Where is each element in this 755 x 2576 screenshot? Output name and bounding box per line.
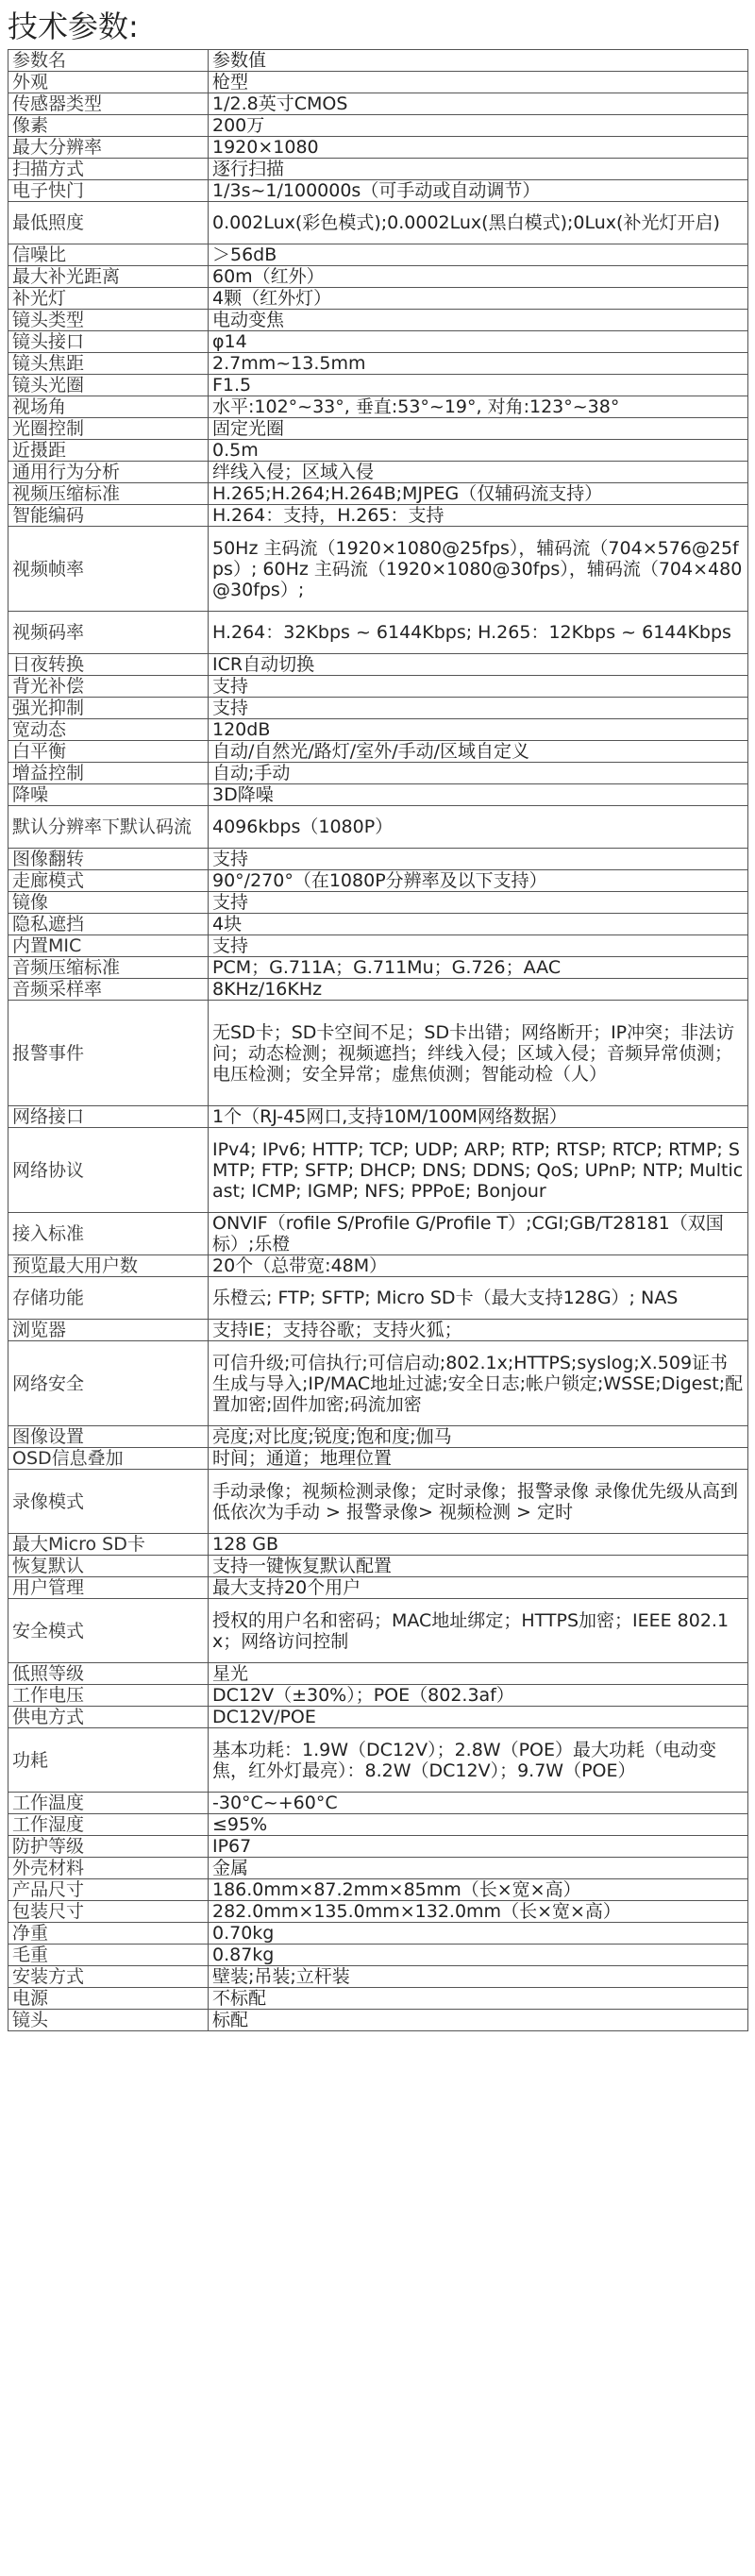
table-row [8, 741, 748, 763]
param-value-cell: 枪型 [209, 72, 748, 93]
param-value-cell: IPv4; IPv6; HTTP; TCP; UDP; ARP; RTP; RTSP; RTCP; RTMP; SMTP; FTP; SFTP; DHCP; DNS; DDNS; QoS; UPnP; NTP; Multicast; ICMP; IGMP; NFS; PPPoE; Bonjour [209, 1128, 748, 1213]
param-name-cell: 音频压缩标准 [8, 957, 209, 979]
param-name-cell: 镜头接口 [8, 331, 209, 353]
param-name-cell: 网络安全 [8, 1341, 209, 1426]
param-value-cell: 0.87kg [209, 1945, 748, 1966]
param-value-cell: 120dB [209, 719, 748, 741]
param-value-cell: 基本功耗：1.9W（DC12V）；2.8W（POE）最大功耗（电动变焦，红外灯最亮）：8.2W（DC12V）；9.7W（POE） [209, 1728, 748, 1793]
param-value-cell: 不标配 [209, 1988, 748, 2010]
param-name-cell: 浏览器 [8, 1320, 209, 1341]
table-row [8, 440, 748, 462]
table-row [8, 1255, 748, 1277]
table-row [8, 115, 748, 137]
param-name-cell: 补光灯 [8, 288, 209, 310]
param-value-cell: 壁装;吊装;立杆装 [209, 1966, 748, 1988]
param-value-cell: 0.5m [209, 440, 748, 462]
param-value-cell: 支持 [209, 892, 748, 914]
param-value-cell: 金属 [209, 1858, 748, 1879]
table-row [8, 1814, 748, 1836]
table-row [8, 375, 748, 396]
param-value-cell: 支持 [209, 935, 748, 957]
param-value-cell: H.265;H.264;H.264B;MJPEG（仅辅码流支持） [209, 483, 748, 505]
param-name-cell: 报警事件 [8, 1001, 209, 1106]
param-name-cell: 存储功能 [8, 1277, 209, 1320]
param-value-cell: 2.7mm~13.5mm [209, 353, 748, 375]
param-name-cell: 工作电压 [8, 1685, 209, 1707]
table-row [8, 1879, 748, 1901]
param-name-cell: 网络接口 [8, 1106, 209, 1128]
table-row [8, 654, 748, 676]
param-value-cell: 时间；通道；地理位置 [209, 1448, 748, 1470]
table-row [8, 72, 748, 93]
param-name-cell: 外壳材料 [8, 1858, 209, 1879]
param-value-cell: 可信升级;可信执行;可信启动;802.1x;HTTPS;syslog;X.509证书生成与导入;IP/MAC地址过滤;安全日志;帐户锁定;WSSE;Digest;配置加密;固件加密;码流加密 [209, 1341, 748, 1426]
param-value-cell: 3D降噪 [209, 784, 748, 806]
param-value-cell: ONVIF（rofile S/Profile G/Profile T）;CGI;GB/T28181（双国标）;乐橙 [209, 1213, 748, 1255]
param-value-cell: 最大支持20个用户 [209, 1577, 748, 1599]
table-row [8, 1106, 748, 1128]
param-name-cell: 安全模式 [8, 1599, 209, 1663]
param-value-cell: 20个（总带宽:48M） [209, 1255, 748, 1277]
param-name-cell: 电源 [8, 1988, 209, 2010]
param-name-cell: 日夜转换 [8, 654, 209, 676]
param-name-cell: 降噪 [8, 784, 209, 806]
table-row [8, 763, 748, 784]
param-value-cell: 支持 [209, 849, 748, 870]
header-value-cell: 参数值 [209, 50, 748, 72]
table-row [8, 1001, 748, 1106]
param-value-cell: 支持 [209, 698, 748, 719]
table-row [8, 396, 748, 418]
param-name-cell: 视频压缩标准 [8, 483, 209, 505]
table-row [8, 1988, 748, 2010]
param-name-cell: 图像设置 [8, 1426, 209, 1448]
header-name-cell: 参数名 [8, 50, 209, 72]
param-name-cell: 最大分辨率 [8, 137, 209, 159]
param-value-cell: H.264：32Kbps ~ 6144Kbps; H.265：12Kbps ~ 6144Kbps [209, 612, 748, 654]
param-value-cell: 90°/270°（在1080P分辨率及以下支持） [209, 870, 748, 892]
table-row [8, 266, 748, 288]
table-row [8, 979, 748, 1001]
table-row [8, 1945, 748, 1966]
param-value-cell: 逐行扫描 [209, 159, 748, 180]
param-name-cell: 镜头 [8, 2010, 209, 2031]
table-row [8, 1901, 748, 1923]
param-name-cell: 防护等级 [8, 1836, 209, 1858]
table-row [8, 1213, 748, 1255]
param-value-cell: 手动录像；视频检测录像；定时录像；报警录像 录像优先级从高到低依次为手动 > 报警录像> 视频检测 > 定时 [209, 1470, 748, 1534]
table-row [8, 935, 748, 957]
param-value-cell: 200万 [209, 115, 748, 137]
param-value-cell: 50Hz 主码流（1920×1080@25fps），辅码流（704×576@25fps）; 60Hz 主码流（1920×1080@30fps），辅码流（704×480@30fps）; [209, 527, 748, 612]
param-name-cell: 镜头焦距 [8, 353, 209, 375]
param-name-cell: 通用行为分析 [8, 462, 209, 483]
param-value-cell: 4颗（红外灯） [209, 288, 748, 310]
param-name-cell: 智能编码 [8, 505, 209, 527]
param-name-cell: 传感器类型 [8, 93, 209, 115]
param-name-cell: 镜头光圈 [8, 375, 209, 396]
param-name-cell: 音频采样率 [8, 979, 209, 1001]
table-row [8, 331, 748, 353]
param-value-cell: 0.002Lux(彩色模式);0.0002Lux(黑白模式);0Lux(补光灯开启) [209, 202, 748, 244]
param-name-cell: 背光补偿 [8, 676, 209, 698]
param-name-cell: 电子快门 [8, 180, 209, 202]
param-name-cell: 供电方式 [8, 1707, 209, 1728]
param-name-cell: 毛重 [8, 1945, 209, 1966]
param-name-cell: OSD信息叠加 [8, 1448, 209, 1470]
param-name-cell: 近摄距 [8, 440, 209, 462]
param-value-cell: 4块 [209, 914, 748, 935]
param-value-cell: 1/2.8英寸CMOS [209, 93, 748, 115]
table-row [8, 1836, 748, 1858]
table-row [8, 1534, 748, 1556]
table-row [8, 1577, 748, 1599]
param-name-cell: 功耗 [8, 1728, 209, 1793]
param-name-cell: 内置MIC [8, 935, 209, 957]
table-row [8, 1128, 748, 1213]
param-name-cell: 宽动态 [8, 719, 209, 741]
param-value-cell: 乐橙云; FTP; SFTP; Micro SD卡（最大支持128G）; NAS [209, 1277, 748, 1320]
table-row [8, 1470, 748, 1534]
param-name-cell: 预览最大用户数 [8, 1255, 209, 1277]
table-row [8, 483, 748, 505]
param-value-cell: 282.0mm×135.0mm×132.0mm（长×宽×高） [209, 1901, 748, 1923]
table-row [8, 505, 748, 527]
param-value-cell: 固定光圈 [209, 418, 748, 440]
param-value-cell: 自动;手动 [209, 763, 748, 784]
param-name-cell: 工作湿度 [8, 1814, 209, 1836]
param-name-cell: 网络协议 [8, 1128, 209, 1213]
param-value-cell: DC12V（±30%）；POE（802.3af） [209, 1685, 748, 1707]
param-value-cell: ≤95% [209, 1814, 748, 1836]
param-name-cell: 安装方式 [8, 1966, 209, 1988]
param-value-cell: -30°C~+60°C [209, 1793, 748, 1814]
param-value-cell: 0.70kg [209, 1923, 748, 1945]
param-value-cell: 186.0mm×87.2mm×85mm（长×宽×高） [209, 1879, 748, 1901]
table-row [8, 1663, 748, 1685]
spec-table [8, 49, 748, 2031]
table-row [8, 159, 748, 180]
param-name-cell: 像素 [8, 115, 209, 137]
table-row [8, 310, 748, 331]
table-row [8, 1277, 748, 1320]
param-value-cell: ＞56dB [209, 244, 748, 266]
param-name-cell: 光圈控制 [8, 418, 209, 440]
param-name-cell: 强光抑制 [8, 698, 209, 719]
param-name-cell: 录像模式 [8, 1470, 209, 1534]
param-name-cell: 净重 [8, 1923, 209, 1945]
param-name-cell: 最低照度 [8, 202, 209, 244]
table-row [8, 784, 748, 806]
param-name-cell: 默认分辨率下默认码流 [8, 806, 209, 849]
param-name-cell: 隐私遮挡 [8, 914, 209, 935]
param-name-cell: 包装尺寸 [8, 1901, 209, 1923]
table-row [8, 1923, 748, 1945]
param-name-cell: 图像翻转 [8, 849, 209, 870]
table-row [8, 1426, 748, 1448]
param-value-cell: 自动/自然光/路灯/室外/手动/区域自定义 [209, 741, 748, 763]
table-row [8, 527, 748, 612]
param-name-cell: 恢复默认 [8, 1556, 209, 1577]
table-row [8, 2010, 748, 2031]
param-name-cell: 工作温度 [8, 1793, 209, 1814]
param-value-cell: 128 GB [209, 1534, 748, 1556]
table-row [8, 93, 748, 115]
table-row [8, 202, 748, 244]
param-value-cell: ICR自动切换 [209, 654, 748, 676]
table-row [8, 462, 748, 483]
table-row [8, 137, 748, 159]
param-value-cell: 1个（RJ-45网口,支持10M/100M网络数据） [209, 1106, 748, 1128]
param-value-cell: 支持IE；支持谷歌；支持火狐； [209, 1320, 748, 1341]
table-row [8, 1707, 748, 1728]
table-row [8, 870, 748, 892]
param-name-cell: 增益控制 [8, 763, 209, 784]
param-value-cell: 1920×1080 [209, 137, 748, 159]
param-name-cell: 接入标准 [8, 1213, 209, 1255]
param-value-cell: H.264：支持，H.265：支持 [209, 505, 748, 527]
table-row [8, 914, 748, 935]
param-name-cell: 走廊模式 [8, 870, 209, 892]
param-value-cell: PCM；G.711A；G.711Mu；G.726；AAC [209, 957, 748, 979]
param-value-cell: 绊线入侵；区域入侵 [209, 462, 748, 483]
param-name-cell: 最大补光距离 [8, 266, 209, 288]
param-value-cell: F1.5 [209, 375, 748, 396]
param-name-cell: 信噪比 [8, 244, 209, 266]
param-name-cell: 外观 [8, 72, 209, 93]
table-row [8, 1320, 748, 1341]
table-row [8, 244, 748, 266]
param-value-cell: 电动变焦 [209, 310, 748, 331]
table-row [8, 1556, 748, 1577]
table-header-row [8, 50, 748, 72]
param-value-cell: 60m（红外） [209, 266, 748, 288]
table-row [8, 1599, 748, 1663]
table-row [8, 676, 748, 698]
table-row [8, 288, 748, 310]
param-value-cell: 星光 [209, 1663, 748, 1685]
table-row [8, 1793, 748, 1814]
param-value-cell: 无SD卡；SD卡空间不足；SD卡出错；网络断开；IP冲突；非法访问；动态检测；视频遮挡；绊线入侵；区域入侵；音频异常侦测；电压检测；安全异常；虚焦侦测；智能动检（人） [209, 1001, 748, 1106]
param-name-cell: 扫描方式 [8, 159, 209, 180]
param-name-cell: 白平衡 [8, 741, 209, 763]
param-name-cell: 低照等级 [8, 1663, 209, 1685]
param-value-cell: 支持 [209, 676, 748, 698]
param-value-cell: φ14 [209, 331, 748, 353]
table-row [8, 180, 748, 202]
param-value-cell: 水平:102°~33°, 垂直:53°~19°, 对角:123°~38° [209, 396, 748, 418]
table-row [8, 418, 748, 440]
table-row [8, 1858, 748, 1879]
table-row [8, 1685, 748, 1707]
param-value-cell: 标配 [209, 2010, 748, 2031]
param-value-cell: IP67 [209, 1836, 748, 1858]
param-value-cell: 亮度;对比度;锐度;饱和度;伽马 [209, 1426, 748, 1448]
table-row [8, 1448, 748, 1470]
param-name-cell: 镜像 [8, 892, 209, 914]
table-row [8, 806, 748, 849]
page-title: 技术参数: [8, 8, 139, 44]
param-name-cell: 视频码率 [8, 612, 209, 654]
param-value-cell: 8KHz/16KHz [209, 979, 748, 1001]
param-value-cell: 支持一键恢复默认配置 [209, 1556, 748, 1577]
table-row [8, 1341, 748, 1426]
param-name-cell: 镜头类型 [8, 310, 209, 331]
param-value-cell: DC12V/POE [209, 1707, 748, 1728]
table-row [8, 1728, 748, 1793]
table-row [8, 1966, 748, 1988]
table-row [8, 353, 748, 375]
param-value-cell: 1/3s~1/100000s（可手动或自动调节） [209, 180, 748, 202]
table-row [8, 719, 748, 741]
param-name-cell: 视频帧率 [8, 527, 209, 612]
param-value-cell: 4096kbps（1080P） [209, 806, 748, 849]
param-name-cell: 产品尺寸 [8, 1879, 209, 1901]
table-row [8, 698, 748, 719]
param-name-cell: 用户管理 [8, 1577, 209, 1599]
table-row [8, 892, 748, 914]
table-row [8, 957, 748, 979]
table-row [8, 612, 748, 654]
param-value-cell: 授权的用户名和密码；MAC地址绑定；HTTPS加密；IEEE 802.1x；网络访问控制 [209, 1599, 748, 1663]
param-name-cell: 视场角 [8, 396, 209, 418]
param-name-cell: 最大Micro SD卡 [8, 1534, 209, 1556]
table-row [8, 849, 748, 870]
